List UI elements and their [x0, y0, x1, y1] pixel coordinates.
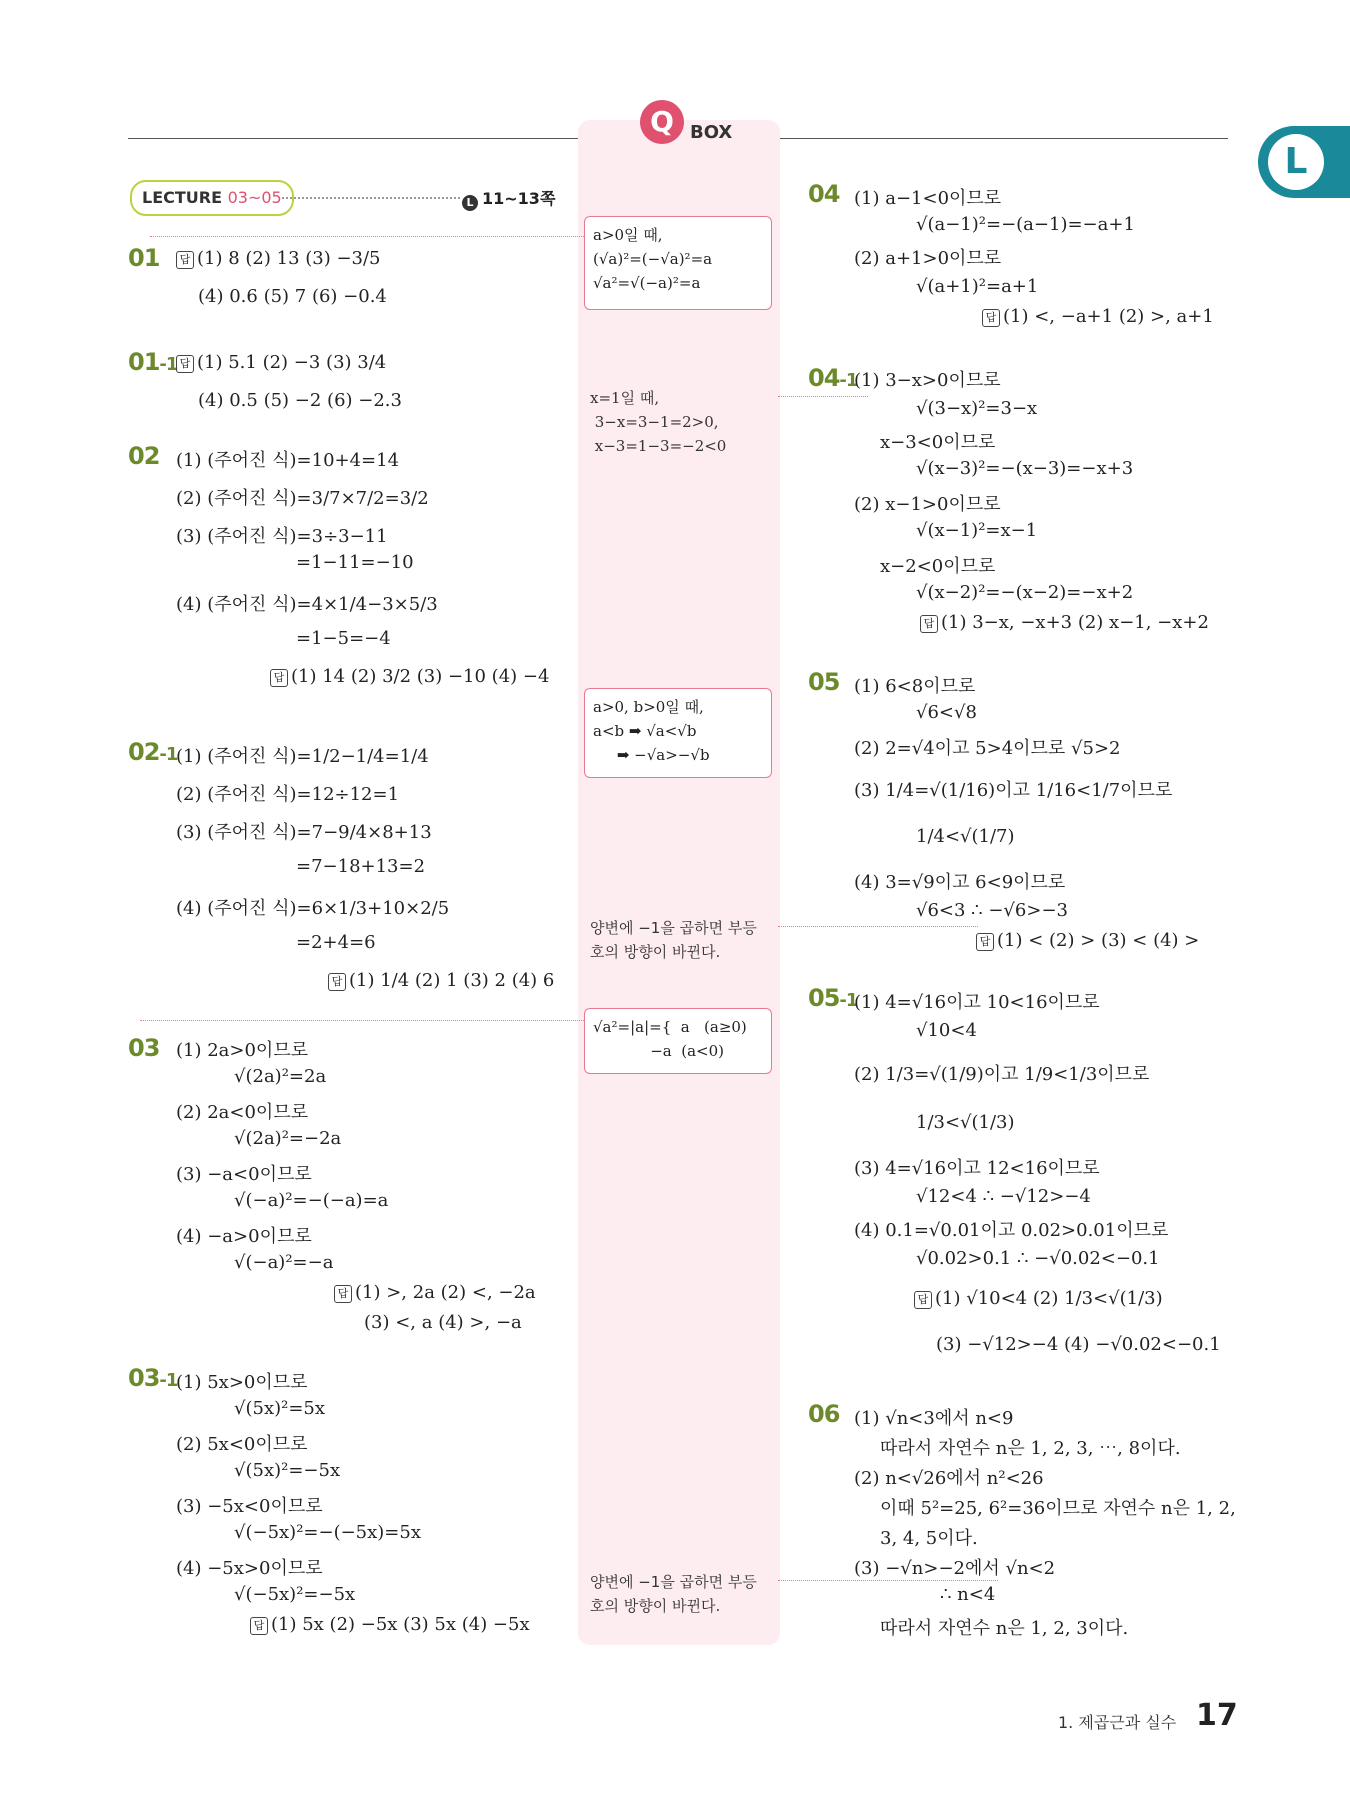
- problem-number: 04-1: [808, 364, 858, 392]
- qbox-note: x=1일 때, 3−x=3−1=2>0, x−3=1−3=−2<0: [590, 389, 727, 455]
- solution-line: =7−18+13=2: [296, 856, 426, 877]
- problem-number: 03-1: [128, 1364, 178, 1392]
- answer-line: 답 (1) 5x (2) −5x (3) 5x (4) −5x: [250, 1614, 530, 1635]
- problem-number: 06: [808, 1400, 840, 1428]
- solution-line: √(5x)²=5x: [234, 1398, 326, 1419]
- solution-line: (1) a−1<0이므로: [854, 188, 1002, 209]
- problem-number: 02-1: [128, 738, 178, 766]
- solution-line: 3, 4, 5이다.: [880, 1528, 978, 1549]
- solution-line: √6<3 ∴ −√6>−3: [916, 900, 1068, 921]
- answer-line: 답 (1) 8 (2) 13 (3) −3/5: [176, 248, 381, 269]
- answer-line: 답 (1) 3−x, −x+3 (2) x−1, −x+2: [920, 612, 1209, 633]
- answer-mark-icon: 답: [334, 1285, 352, 1303]
- problem-number: 05: [808, 668, 840, 696]
- answer-mark-icon: 답: [176, 251, 194, 269]
- solution-line: (2) (주어진 식)=12÷12=1: [176, 784, 400, 805]
- solution-line: (4) 3=√9이고 6<9이므로: [854, 872, 1066, 893]
- qbox-note: 양변에 −1을 곱하면 부등 호의 방향이 바뀐다.: [590, 919, 757, 961]
- solution-line: (2) x−1>0이므로: [854, 494, 1001, 515]
- answer-line: 답 (1) √10<4 (2) 1/3<√(1/3): [914, 1288, 1163, 1309]
- qbox-note: 양변에 −1을 곱하면 부등 호의 방향이 바뀐다.: [590, 1573, 757, 1615]
- solution-line: =1−5=−4: [296, 628, 391, 649]
- solution-line: (4) −5x>0이므로: [176, 1558, 323, 1579]
- solution-line: x−3<0이므로: [880, 432, 996, 453]
- qbox-note: √a²=|a|={ a (a≥0) −a (a<0): [584, 1008, 772, 1074]
- connector-line: [778, 396, 868, 397]
- answer-line: 답 (1) < (2) > (3) < (4) >: [976, 930, 1199, 951]
- connector-line: [150, 236, 584, 237]
- solution-line: (3) 1/4=√(1/16)이고 1/16<1/7이므로: [854, 780, 1173, 801]
- solution-line: √(−5x)²=−(−5x)=5x: [234, 1522, 421, 1543]
- solution-line: (3) (주어진 식)=7−9/4×8+13: [176, 822, 432, 843]
- solution-line: √(−a)²=−a: [234, 1252, 334, 1273]
- solution-line: (1) 4=√16이고 10<16이므로: [854, 992, 1100, 1013]
- solution-line: √(−5x)²=−5x: [234, 1584, 356, 1605]
- solution-line: =1−11=−10: [296, 552, 414, 573]
- problem-number: 02: [128, 442, 160, 470]
- problem-number: 01: [128, 244, 160, 272]
- answer-line: (3) <, a (4) >, −a: [364, 1312, 522, 1333]
- solution-line: √6<√8: [916, 702, 977, 723]
- lecture-dots: [282, 197, 460, 199]
- answer-line: 답 (1) 1/4 (2) 1 (3) 2 (4) 6: [328, 970, 554, 991]
- answer-mark-icon: 답: [920, 615, 938, 633]
- solution-line: √0.02>0.1 ∴ −√0.02<−0.1: [916, 1248, 1160, 1269]
- solution-line: √(3−x)²=3−x: [916, 398, 1038, 419]
- connector-line: [778, 1580, 998, 1581]
- solution-line: (2) 2a<0이므로: [176, 1102, 309, 1123]
- solution-line: √(a−1)²=−(a−1)=−a+1: [916, 214, 1135, 235]
- solution-line: (1) 3−x>0이므로: [854, 370, 1001, 391]
- problem-number: 05-1: [808, 984, 858, 1012]
- solution-line: 1/4<√(1/7): [916, 826, 1015, 847]
- answer-line: 답 (1) 5.1 (2) −3 (3) 3/4: [176, 352, 386, 373]
- solution-line: (3) (주어진 식)=3÷3−11: [176, 526, 388, 547]
- qbox-column: [578, 120, 780, 1645]
- problem-number: 01-1: [128, 348, 178, 376]
- solution-line: (1) 2a>0이므로: [176, 1040, 309, 1061]
- answer-mark-icon: 답: [982, 309, 1000, 327]
- solution-line: (2) (주어진 식)=3/7×7/2=3/2: [176, 488, 429, 509]
- page-number: 17: [1196, 1698, 1238, 1733]
- solution-line: √(a+1)²=a+1: [916, 276, 1039, 297]
- answer-mark-icon: 답: [328, 973, 346, 991]
- solution-line: √(2a)²=−2a: [234, 1128, 342, 1149]
- answer-line: (4) 0.6 (5) 7 (6) −0.4: [198, 286, 387, 307]
- solution-line: √(x−2)²=−(x−2)=−x+2: [916, 582, 1134, 603]
- solution-line: 따라서 자연수 n은 1, 2, 3, ⋯, 8이다.: [880, 1438, 1181, 1459]
- solution-line: (2) n<√26에서 n²<26: [854, 1468, 1044, 1489]
- solution-line: (3) 4=√16이고 12<16이므로: [854, 1158, 1100, 1179]
- connector-line: [778, 926, 978, 927]
- solution-line: (1) (주어진 식)=1/2−1/4=1/4: [176, 746, 429, 767]
- answer-line: 답 (1) 14 (2) 3/2 (3) −10 (4) −4: [270, 666, 549, 687]
- solution-line: (4) (주어진 식)=4×1/4−3×5/3: [176, 594, 438, 615]
- solution-line: (2) 2=√4이고 5>4이므로 √5>2: [854, 738, 1121, 759]
- answer-mark-icon: 답: [914, 1291, 932, 1309]
- answer-line: 답 (1) <, −a+1 (2) >, a+1: [982, 306, 1214, 327]
- qbox-note: a>0일 때, (√a)²=(−√a)²=a √a²=√(−a)²=a: [584, 216, 772, 310]
- answer-mark-icon: 답: [976, 933, 994, 951]
- solution-line: 이때 5²=25, 6²=36이므로 자연수 n은 1, 2,: [880, 1498, 1236, 1519]
- answer-mark-icon: 답: [270, 669, 288, 687]
- solution-line: (1) 5x>0이므로: [176, 1372, 308, 1393]
- solution-line: (1) (주어진 식)=10+4=14: [176, 450, 400, 471]
- solution-line: (4) (주어진 식)=6×1/3+10×2/5: [176, 898, 450, 919]
- solution-line: (2) 5x<0이므로: [176, 1434, 308, 1455]
- header-rule-right: [780, 138, 1228, 139]
- solution-line: (1) √n<3에서 n<9: [854, 1408, 1014, 1429]
- solution-line: (3) −5x<0이므로: [176, 1496, 323, 1517]
- solution-line: √(−a)²=−(−a)=a: [234, 1190, 389, 1211]
- solution-line: √(5x)²=−5x: [234, 1460, 341, 1481]
- lecture-icon: L: [462, 195, 478, 211]
- answer-line: 답 (1) >, 2a (2) <, −2a: [334, 1282, 536, 1303]
- solution-line: (4) −a>0이므로: [176, 1226, 312, 1247]
- chapter-tab-letter: L: [1268, 134, 1324, 190]
- solution-line: 따라서 자연수 n은 1, 2, 3이다.: [880, 1618, 1129, 1639]
- page-reference: L 11~13쪽: [462, 186, 555, 211]
- answer-line: (3) −√12>−4 (4) −√0.02<−0.1: [936, 1334, 1221, 1355]
- solution-line: (1) 6<8이므로: [854, 676, 976, 697]
- solution-line: √12<4 ∴ −√12>−4: [916, 1186, 1091, 1207]
- solution-line: ∴ n<4: [940, 1584, 996, 1605]
- q-box-label: BOX: [690, 122, 733, 143]
- solution-line: √(x−3)²=−(x−3)=−x+3: [916, 458, 1134, 479]
- solution-line: x−2<0이므로: [880, 556, 996, 577]
- solution-line: √(2a)²=2a: [234, 1066, 327, 1087]
- qbox-note: a>0, b>0일 때, a<b ➡ √a<√b ➡ −√a>−√b: [584, 688, 772, 778]
- problem-number: 04: [808, 180, 840, 208]
- solution-line: 1/3<√(1/3): [916, 1112, 1015, 1133]
- q-box-logo: Q: [640, 100, 684, 144]
- answer-mark-icon: 답: [176, 355, 194, 373]
- chapter-footer: 1. 제곱근과 실수: [1058, 1713, 1177, 1732]
- connector-line: [140, 1020, 584, 1021]
- solution-line: (3) −√n>−2에서 √n<2: [854, 1558, 1056, 1579]
- lecture-badge: LECTURE 03~05: [130, 180, 294, 216]
- solution-line: (3) −a<0이므로: [176, 1164, 312, 1185]
- header-rule-left: [128, 138, 578, 139]
- solution-line: =2+4=6: [296, 932, 376, 953]
- solution-line: (2) a+1>0이므로: [854, 248, 1002, 269]
- solution-line: √(x−1)²=x−1: [916, 520, 1038, 541]
- problem-number: 03: [128, 1034, 160, 1062]
- solution-line: √10<4: [916, 1020, 977, 1041]
- solution-line: (4) 0.1=√0.01이고 0.02>0.01이므로: [854, 1220, 1169, 1241]
- answer-mark-icon: 답: [250, 1617, 268, 1635]
- solution-line: (2) 1/3=√(1/9)이고 1/9<1/3이므로: [854, 1064, 1150, 1085]
- answer-line: (4) 0.5 (5) −2 (6) −2.3: [198, 390, 402, 411]
